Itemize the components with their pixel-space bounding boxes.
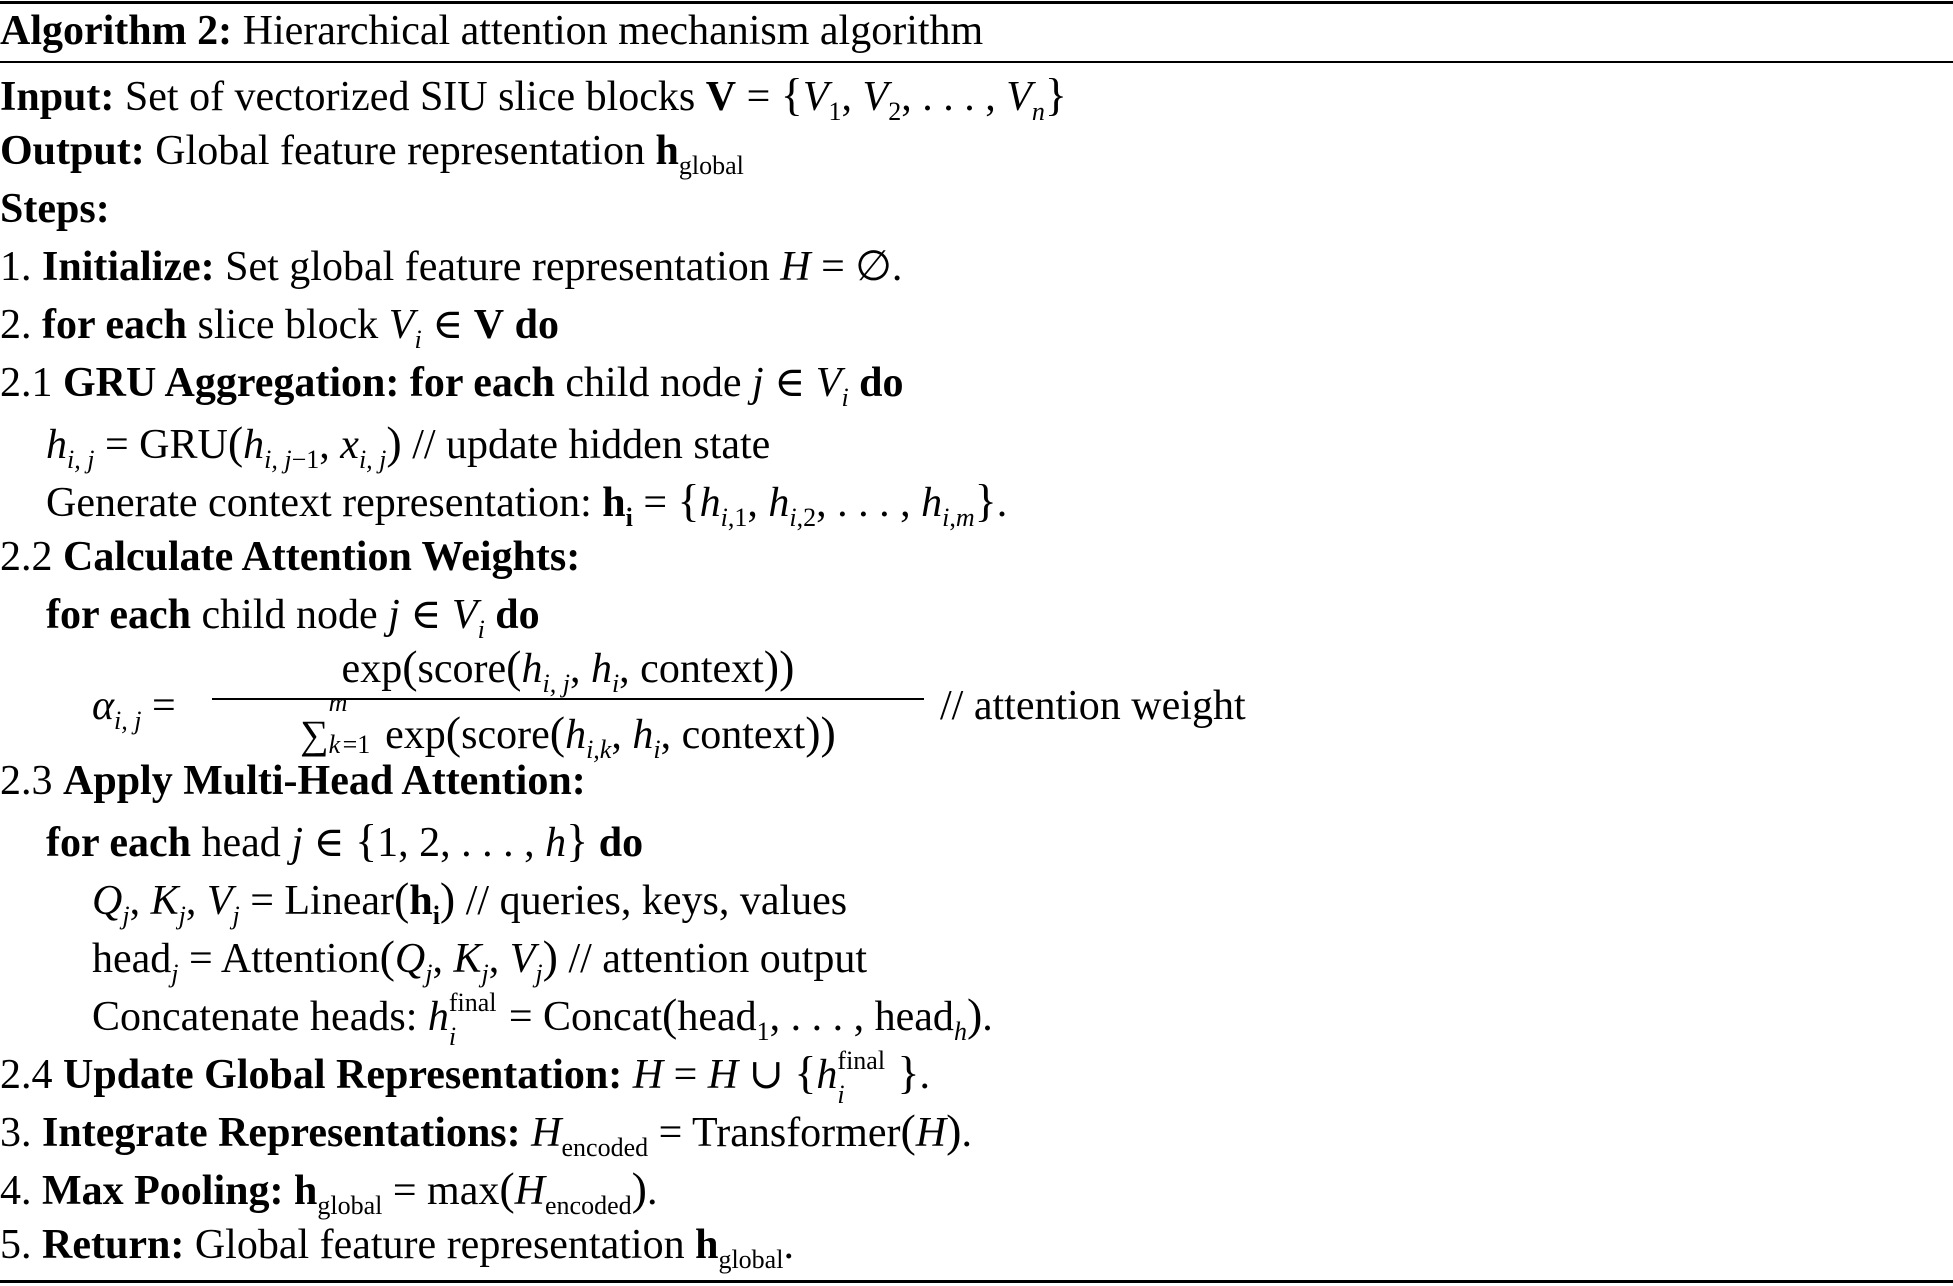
algorithm-label: Algorithm 2: [0,8,233,54]
output-label: Output: [0,128,145,174]
bottom-rule [0,1280,1953,1283]
step-2-do: do [514,302,559,348]
step-2-1-gru-equation: $h_{i, j} = GRU(h_{i, j-1}$, $x_{i, j}$) // update hidden state [46,417,771,474]
step-2-3-do: do [598,820,644,866]
step-2-3-attention-comment: // attention output [568,936,868,982]
step-2-1-label: GRU Aggregation: for each [63,360,555,406]
step-5-text: Global feature representation [194,1222,685,1268]
step-2-number: 2. [0,302,32,348]
step-2-2-comment: // attention weight [940,683,1246,729]
step-2-3-linear: $Q_j$, $K_j$, $V_j$ = $Linear(h_i)$ // queries, keys, values [92,873,848,930]
step-2-2-number: 2.2 [0,534,53,580]
step-4-label: Max Pooling: [42,1168,284,1214]
caption-rule [0,61,1953,63]
steps-heading [0,188,110,230]
step-2-4: 2.4 Update Global Representation: H = H ∪ {h final i }. [0,1046,930,1109]
step-2-1-context-text: Generate context representation: [46,480,592,526]
step-2-2-label: Calculate Attention Weights: [63,534,581,580]
step-2-3-concat: Concatenate heads: h final i = Concat(head$_1$, . . . , head$_h$). [92,988,993,1051]
step-2-3-keyword: for each [46,820,192,866]
step-2-2-loop: for each child node j ∈ $V_i$ do [46,592,540,644]
step-4: 4. Max Pooling: $h_{global} = \max(H_{encoded})$. [0,1163,658,1220]
step-4-number: 4. [0,1168,32,1214]
step-1: 1. Initialize: Set global feature representation H = ∅. [0,244,903,290]
step-3-number: 3. [0,1110,32,1156]
fraction-bar [212,698,924,700]
step-2-3-loop: for each head j ∈ {1, 2, . . . , h} do [46,815,644,866]
input-label: Input: [0,74,115,120]
step-5-label: Return: [42,1222,185,1268]
step-2-4-number: 2.4 [0,1052,53,1098]
step-2-3-label: Apply Multi-Head Attention: [63,758,586,804]
algorithm-title: Hierarchical attention mechanism algorithm [242,8,984,54]
step-2: 2. for each slice block $V_i$ ∈ V do [0,302,559,354]
step-2-3-linear-comment: // queries, keys, values [465,878,848,924]
step-2-text: slice block [197,302,379,348]
fraction-numerator: $\exp(score(h_{i, j}$, $h_i$, context)) [341,641,795,698]
fraction-denominator: ∑ m k =1 $\exp(score(h_{i,k}$, $h_i$, context)) [300,688,836,764]
step-2-3-attention: head$_j$ = $Attention(Q_j$, $K_j$, $V_j$) // attention output [92,931,868,988]
step-2-3-concat-text: Concatenate heads: [92,994,418,1040]
step-2-1: 2.1 GRU Aggregation: for each child node j ∈ $V_i$ do [0,360,904,412]
algorithm-caption [0,10,983,52]
step-3-label: Integrate Representations: [42,1110,521,1156]
steps-label: Steps: [0,186,110,232]
step-2-3-number: 2.3 [0,758,53,804]
step-2-1-gru-comment: // update hidden state [412,422,771,468]
step-2-1-number: 2.1 [0,360,53,406]
step-2-1-context: Generate context representation: $h_i = \{h_{i,1}$, $h_{i,2}$, . . . , $h_{i,m}$}. [46,475,1008,532]
step-2-2-keyword: for each [46,592,192,638]
step-2-2 [0,536,580,578]
step-2-3-text: head [201,820,281,866]
step-1-label: Initialize: [42,244,215,290]
output-line: Output: Global feature representation $h_{global}$ [0,128,744,180]
input-text: Set of vectorized SIU slice blocks [124,74,696,120]
step-2-1-do: do [859,360,904,406]
top-rule [0,1,1953,4]
step-1-number: 1. [0,244,32,290]
step-5-number: 5. [0,1222,32,1268]
step-2-3 [0,760,586,802]
step-2-1-text: child node [565,360,742,406]
step-2-2-text: child node [201,592,378,638]
step-3: 3. Integrate Representations: $H_{encoded}$ = Transformer(H). [0,1105,972,1162]
output-text: Global feature representation [155,128,645,174]
step-2-4-label: Update Global Representation: [63,1052,623,1098]
input-line: Input: Set of vectorized SIU slice blocks $V = \{V_1$, $V_2$, . . . , $V_n$} [0,69,1067,126]
step-2-2-do: do [495,592,540,638]
step-5: 5. Return: Global feature representation $h_{global}$. [0,1222,794,1274]
step-2-keyword: for each [42,302,188,348]
step-1-text: Set global feature representation [225,244,770,290]
